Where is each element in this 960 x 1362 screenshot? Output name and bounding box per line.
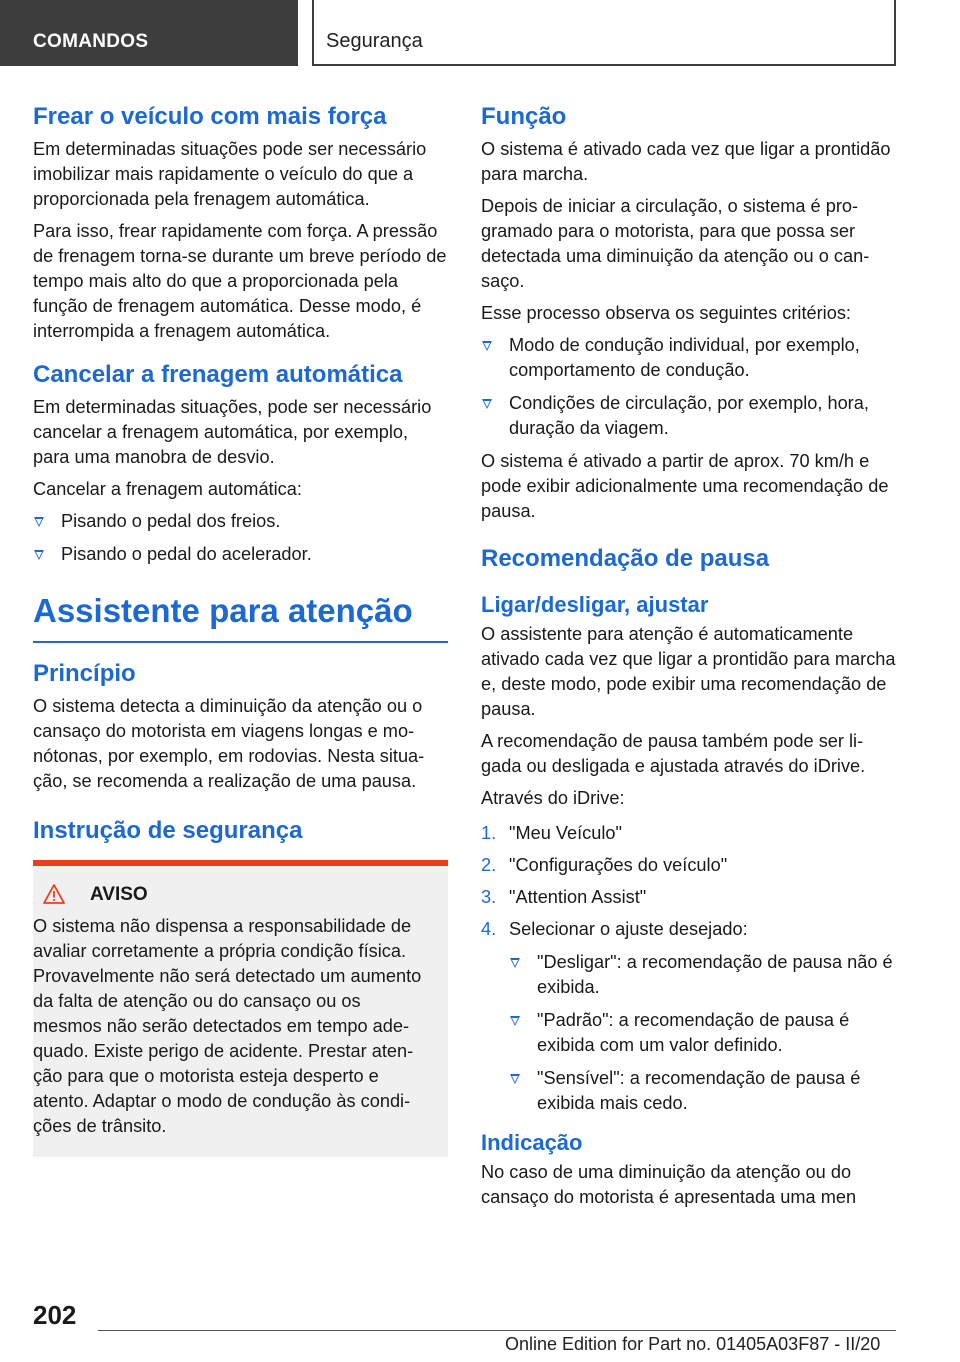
- chapter-tab: [0, 0, 298, 66]
- page-number: 202: [33, 1300, 77, 1330]
- heading-cancelar: Cancelar a frenagem automática: [33, 361, 403, 388]
- paragraph: O assistente para atenção é automaticamente ativado cada vez que ligar a prontidão para marcha e, deste modo, pode exibir uma recomendação de pausa.: [481, 624, 896, 719]
- heading-ligar: Ligar/desligar, ajustar: [481, 592, 709, 617]
- step-item: 2. "Configurações do veículo": [481, 853, 896, 878]
- step-number: 2.: [481, 855, 497, 875]
- step-number: 3.: [481, 887, 497, 907]
- list-item: Pisando o pedal do acelerador.: [33, 542, 448, 567]
- triangle-bullet-icon: [510, 958, 520, 968]
- step-item: 3. "Attention Assist": [481, 885, 896, 910]
- paragraph: O sistema detecta a diminuição da atenção ou o cansaço do motorista em viagens longas e monótonas, por exemplo, em rodovias. Nesta situação, se recomenda a realização de uma pausa.: [33, 696, 425, 791]
- list-item: Condições de circulação, por exemplo, hora, duração da viagem.: [481, 391, 896, 441]
- heading-indicacao: Indicação: [481, 1130, 583, 1155]
- step-item: 4. Selecionar o ajuste desejado: "Desligar": a recomendação de pausa não é exibida. "Padrão": a recomendação de pausa é exibida com um valor definido. "Sensível": a recomendação de pausa é exibida mais cedo.: [481, 917, 896, 1116]
- step-item: 1. "Meu Veículo": [481, 821, 896, 846]
- section-label: Segurança: [326, 30, 423, 52]
- criteria-list: [481, 333, 896, 441]
- triangle-bullet-icon: [482, 399, 492, 409]
- page-header: [0, 0, 960, 66]
- heading-recomendacao: Recomendação de pausa: [481, 545, 770, 572]
- cancel-list: [33, 509, 448, 567]
- list-item: "Sensível": a recomendação de pausa é exibida mais cedo.: [509, 1066, 896, 1116]
- warning-text: O sistema não dispensa a responsabilidade de avaliar corretamente a própria condição física. Provavelmente não será detectado um aumento da falta de atenção ou do cansaço ou os mesmos não serão detectados em tempo adequado. Existe perigo de acidente. Prestar atenção para que o motorista esteja desperto e atento. Adaptar o modo de condução às condições de trânsito.: [33, 916, 422, 1136]
- option-list: [509, 950, 896, 1116]
- list-item: Modo de condução individual, por exemplo, comportamento de condução.: [481, 333, 896, 383]
- list-item: "Desligar": a recomendação de pausa não é exibida.: [509, 950, 896, 1000]
- list-item: Pisando o pedal dos freios.: [33, 509, 448, 534]
- paragraph: No caso de uma diminuição da atenção ou do cansaço do motorista é apresentada uma men: [481, 1162, 857, 1207]
- paragraph: O sistema é ativado a partir de aprox. 70 km/h e pode exibir adicionalmente uma recomendação de pausa.: [481, 451, 889, 521]
- left-column: [33, 100, 448, 1157]
- paragraph: Em determinadas situações, pode ser necessário cancelar a frenagem automática, por exemplo, para uma manobra de desvio.: [33, 397, 432, 467]
- paragraph: Em determinadas situações pode ser necessário imobilizar mais rapidamente o veículo do que a proporcionada pela frenagem automática.: [33, 139, 427, 209]
- section-tab: [312, 0, 896, 66]
- paragraph: Para isso, frear rapidamente com força. A pressão de frenagem torna-se durante um breve período de tempo mais alto do que a proporcionada pela função de frenagem automática. Desse modo, é interrompida a frenagem automática.: [33, 221, 447, 341]
- edition-footer: Online Edition for Part no. 01405A03F87 - II/20: [505, 1334, 881, 1354]
- warning-title: AVISO: [90, 884, 148, 905]
- warning-triangle-icon: [43, 884, 65, 904]
- paragraph: Esse processo observa os seguintes critérios:: [481, 303, 851, 323]
- paragraph: Através do iDrive:: [481, 788, 625, 808]
- triangle-bullet-icon: [482, 341, 492, 351]
- step-number: 1.: [481, 823, 497, 843]
- chapter-heading-assistente: Assistente para atenção: [33, 589, 448, 643]
- chapter-label: COMANDOS: [33, 31, 149, 52]
- paragraph: Cancelar a frenagem automática:: [33, 479, 302, 499]
- idrive-steps: [481, 821, 896, 1116]
- footer-divider: [98, 1330, 896, 1331]
- triangle-bullet-icon: [510, 1016, 520, 1026]
- triangle-bullet-icon: [34, 517, 44, 527]
- step-number: 4.: [481, 919, 497, 939]
- paragraph: A recomendação de pausa também pode ser ligada ou desligada e ajustada através do iDrive.: [481, 731, 866, 776]
- warning-box: [33, 860, 448, 1157]
- triangle-bullet-icon: [34, 550, 44, 560]
- paragraph: Depois de iniciar a circulação, o sistema é programado para o motorista, para que possa ser detectada uma diminuição da atenção ou o cansaço.: [481, 196, 870, 291]
- paragraph: O sistema é ativado cada vez que ligar a prontidão para marcha.: [481, 139, 891, 184]
- heading-principio: Princípio: [33, 660, 136, 687]
- heading-frear: Frear o veículo com mais força: [33, 103, 387, 130]
- triangle-bullet-icon: [510, 1074, 520, 1084]
- right-column: [481, 100, 896, 1217]
- heading-instrucao: Instrução de segurança: [33, 817, 303, 844]
- warning-header: [33, 882, 433, 910]
- heading-funcao: Função: [481, 103, 567, 130]
- list-item: "Padrão": a recomendação de pausa é exibida com um valor definido.: [509, 1008, 896, 1058]
